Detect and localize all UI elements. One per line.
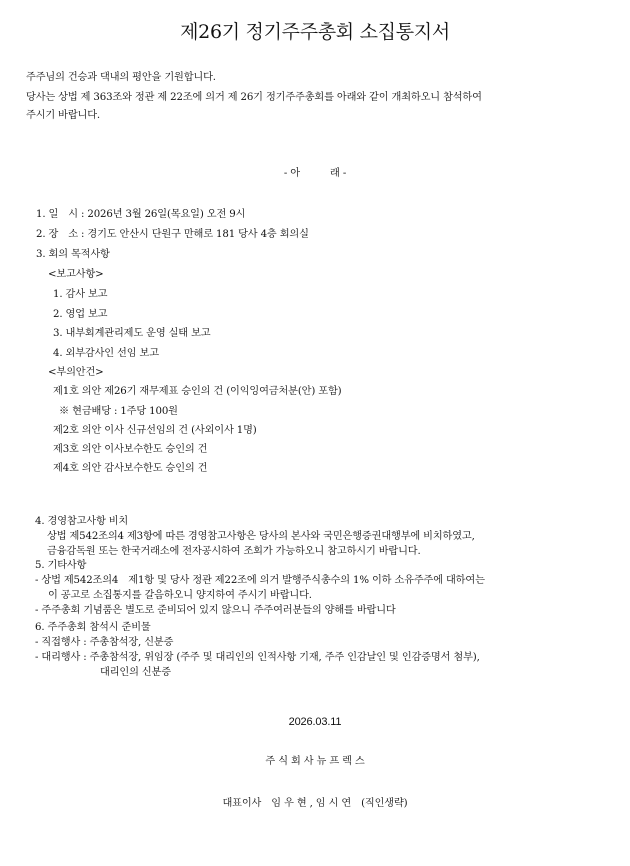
- section-5-line: - 주주총회 기념품은 별도로 준비되어 있지 않으니 주주여러분들의 양해를 바랍니다: [35, 605, 396, 616]
- section-5-line: 이 공고로 소집통지를 갈음하오니 양지하여 주시기 바랍니다.: [48, 590, 312, 601]
- report-item: 2. 영업 보고: [53, 309, 108, 320]
- intro-line-1: 주주님의 건승과 댁내의 평안을 기원합니다.: [26, 72, 216, 83]
- dividend-note: ※ 현금배당 : 1주당 100원: [59, 406, 178, 417]
- below-heading: - 아 래 -: [283, 168, 347, 179]
- intro-line-3: 주시기 바랍니다.: [26, 110, 101, 121]
- resolution-item: 제3호 의안 이사보수한도 승인의 건: [53, 444, 208, 455]
- company-name: 주 식 회 사 뉴 프 렉 스: [265, 756, 365, 767]
- agenda-heading: 3. 회의 목적사항: [36, 249, 110, 260]
- section-4-line: 상법 제542조의4 제3항에 따른 경영참고사항은 당사의 본사와 국민은행증권대행부에 비치하였고,: [47, 531, 475, 542]
- resolution-item: 제4호 의안 감사보수한도 승인의 건: [53, 463, 208, 474]
- meeting-datetime: 1. 일 시 : 2026년 3월 26일(목요일) 오전 9시: [36, 209, 246, 220]
- section-5-line: - 상법 제542조의4 제1항 및 당사 정관 제22조에 의거 발행주식총수의 1% 이하 소유주주에 대하여는: [35, 575, 485, 586]
- report-heading: <보고사항>: [48, 269, 104, 280]
- section-6-heading: 6. 주주총회 참석시 준비물: [35, 622, 151, 633]
- report-item: 3. 내부회계관리제도 운영 실태 보고: [53, 328, 211, 339]
- section-6-line: - 직접행사 : 주총참석장, 신분증: [35, 637, 174, 648]
- section-4-heading: 4. 경영참고사항 비치: [35, 516, 129, 527]
- representative-signature: 대표이사 임 우 현 , 임 시 연 (직인생략): [222, 798, 408, 809]
- report-item: 4. 외부감사인 선임 보고: [53, 348, 159, 359]
- section-4-line: 금융감독원 또는 한국거래소에 전자공시하여 조회가 가능하오니 참고하시기 바랍니다.: [47, 546, 421, 557]
- section-6-line: 대리인의 신분증: [100, 667, 171, 678]
- resolution-item: 제1호 의안 제26기 재무제표 승인의 건 (이익잉여금처분(안) 포함): [53, 386, 342, 397]
- resolution-heading: <부의안건>: [48, 367, 104, 378]
- section-6-line: - 대리행사 : 주총참석장, 위임장 (주주 및 대리인의 인적사항 기재, 주주 인감날인 및 인감증명서 첨부),: [35, 652, 480, 663]
- notice-date: 2026.03.11: [288, 716, 342, 728]
- resolution-item: 제2호 의안 이사 신규선임의 건 (사외이사 1명): [53, 425, 257, 436]
- intro-line-2: 당사는 상법 제 363조와 정관 제 22조에 의거 제 26기 정기주주총회를 아래와 같이 개최하오니 참석하여: [26, 92, 482, 103]
- section-5-heading: 5. 기타사항: [35, 560, 87, 571]
- meeting-place: 2. 장 소 : 경기도 안산시 단원구 만해로 181 당사 4층 회의실: [36, 229, 309, 240]
- report-item: 1. 감사 보고: [53, 289, 108, 300]
- page-title: 제26기 정기주주총회 소집통지서: [180, 21, 450, 43]
